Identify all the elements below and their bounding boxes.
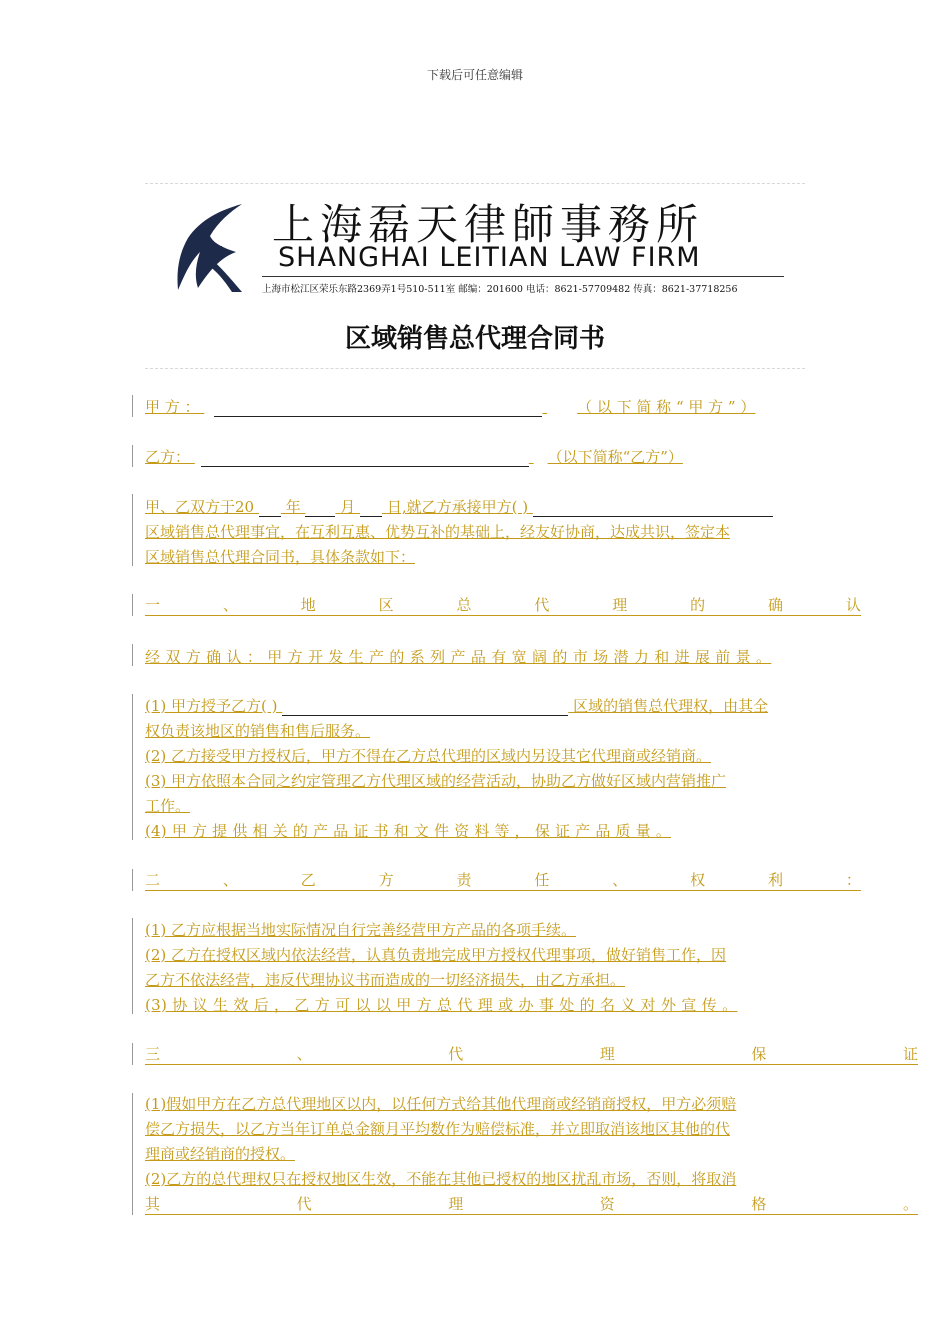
intro-line-1 [145,495,773,520]
section-2-heading-char: 责 [456,871,472,889]
firm-logo-icon [170,200,250,294]
section-3-heading-char: 、 [296,1045,312,1063]
section-3-item-2-cont [145,1192,918,1215]
section-1-heading-char: 总 [456,596,472,614]
section-2-heading-char: 任 [534,871,550,889]
section-3-item-1-cont: 偿乙方损失，以乙方当年订单总金额月平均数作为赔偿标准，并立即取消该地区其他的代 [145,1120,731,1138]
intro-region-prefix: 日,就乙方承接甲方( ) [386,498,529,516]
section-3-heading-char: 证 [902,1045,918,1063]
title-divider [145,368,805,369]
section-2-item-2-cont: 乙方不依法经营，违反代理协议书而造成的一切经济损失，由乙方承担。 [145,971,626,989]
firm-address: 上海市松江区荣乐东路2369弄1号510-511室 邮编：201600 电话：8621-57709482 传真：8621-37718256 [262,284,738,295]
margin-bar [132,644,133,666]
margin-bar [132,869,133,891]
section-1-heading-char: 确 [768,596,784,614]
section-3-item-2-char: 格 [751,1195,767,1213]
margin-bar [132,445,133,467]
section-3-heading-char: 三 [145,1045,161,1063]
section-1-heading-char: 理 [612,596,628,614]
intro-year-label: 年 [285,498,301,516]
section-2-heading-char: 二 [145,871,161,889]
section-1-heading-char: 区 [378,596,394,614]
section-3-item-2-char: 资 [599,1195,615,1213]
section-3-item-1: (1)假如甲方在乙方总代理地区以内，以任何方式给其他代理商或经销商授权，甲方必须赔 [145,1095,737,1113]
party-b-line [145,445,683,470]
section-3-item-2-char: 理 [448,1195,464,1213]
intro-line-3: 区域销售总代理合同书，具体条款如下： [145,548,416,566]
header-note: 下载后可任意编辑 [426,68,523,82]
party-b-label: 乙方： [145,448,191,466]
section-3-item-2-char: 。 [902,1195,918,1213]
section-2-heading-char: 权 [690,871,706,889]
section-1-heading-char: 的 [690,596,706,614]
section-2-heading-char: 乙 [300,871,316,889]
firm-name-english: SHANGHAI LEITIAN LAW FIRM [278,242,701,273]
section-3-heading-char: 保 [751,1045,767,1063]
section-2-item-1: (1) 乙方应根据当地实际情况自行完善经营甲方产品的各项手续。 [145,921,577,939]
intro-line-2: 区域销售总代理事宜，在互利互惠、优势互补的基础上，经友好协商，达成共识，签定本 [145,523,731,541]
item-1-suffix: 区域的销售总代理权，由其全 [573,697,769,715]
firm-letterhead [170,196,790,296]
section-1-item-4: (4) 甲 方 提 供 相 关 的 产 品 证 书 和 文 件 资 料 等 ， 保 证 产 品 质 量 。 [145,822,672,840]
letterhead-rule [262,276,784,277]
margin-bar [132,594,133,616]
section-1-heading-char: 认 [845,596,861,614]
section-3-heading-char: 理 [599,1045,615,1063]
margin-bar [132,918,133,1014]
section-2-heading [145,868,861,891]
section-1-heading [145,593,861,616]
section-2-heading-char: 利 [768,871,784,889]
month-blank[interactable] [305,499,335,517]
section-1-heading-char: 代 [534,596,550,614]
section-1-item-3: (3) 甲方依照本合同之约定管理乙方代理区域的经营活动，协助乙方做好区域内营销推广 [145,772,727,790]
section-3-heading-char: 代 [448,1045,464,1063]
section-2-heading-char: 、 [612,871,628,889]
party-a-label: 甲 方 ： [145,398,200,416]
margin-bar [132,1093,133,1215]
intro-month-label: 月 [340,498,356,516]
section-1-item-1 [145,694,768,719]
section-3-item-1-end: 理商或经销商的授权。 [145,1145,296,1163]
section-2-heading-char: ： [845,871,861,889]
document-title: 区域销售总代理合同书 [344,324,605,354]
day-blank[interactable] [360,499,382,517]
section-2-item-2: (2) 乙方在授权区域内依法经营，认真负责地完成甲方授权代理事项，做好销售工作，因 [145,946,727,964]
section-1-item-2: (2) 乙方接受甲方授权后，甲方不得在乙方总代理的区域内另设其它代理商或经销商。 [145,747,712,765]
party-a-line [145,395,755,420]
section-1-confirmation: 经 双 方 确 认 ： 甲 方 开 发 生 产 的 系 列 产 品 有 宽 阔 的 市 场 潜 力 和 进 展 前 景 。 [145,648,772,666]
section-3-item-2: (2)乙方的总代理权只在授权地区生效，不能在其他已授权的地区扰乱市场，否则，将取消 [145,1170,737,1188]
party-a-alias: （ 以 下 简 称 “ 甲 方 ” ） [577,398,756,416]
section-1-heading-char: 一 [145,596,161,614]
top-divider [145,183,805,184]
section-3-heading [145,1042,918,1065]
section-2-heading-char: 、 [222,871,238,889]
section-2-item-3: (3) 协 议 生 效 后 ， 乙 方 可 以 以 甲 方 总 代 理 或 办 事 处 的 名 义 对 外 宣 传 。 [145,996,738,1014]
margin-bar [132,694,133,840]
section-1-item-3-cont: 工作。 [145,797,191,815]
margin-bar [132,494,133,566]
intro-region-blank[interactable] [533,499,773,517]
section-3-item-2-char: 代 [296,1195,312,1213]
section-1-item-1-cont: 权负责该地区的销售和售后服务。 [145,722,371,740]
year-blank[interactable] [259,499,281,517]
party-b-blank[interactable] [201,449,529,467]
section-3-item-2-char: 其 [145,1195,161,1213]
margin-bar [132,395,133,417]
party-a-blank[interactable] [214,399,542,417]
item-1-region-blank[interactable] [282,698,568,716]
margin-bar [132,1043,133,1065]
section-2-heading-char: 方 [378,871,394,889]
item-1-prefix: (1) 甲方授予乙方( ) [145,697,278,715]
party-b-alias: （以下简称“乙方”） [547,448,683,466]
section-1-heading-char: 地 [300,596,316,614]
firm-name-chinese: 上海磊天律師事務所 [272,200,705,249]
intro-date-prefix: 甲、乙双方于20 [145,498,255,516]
section-1-heading-char: 、 [222,596,238,614]
